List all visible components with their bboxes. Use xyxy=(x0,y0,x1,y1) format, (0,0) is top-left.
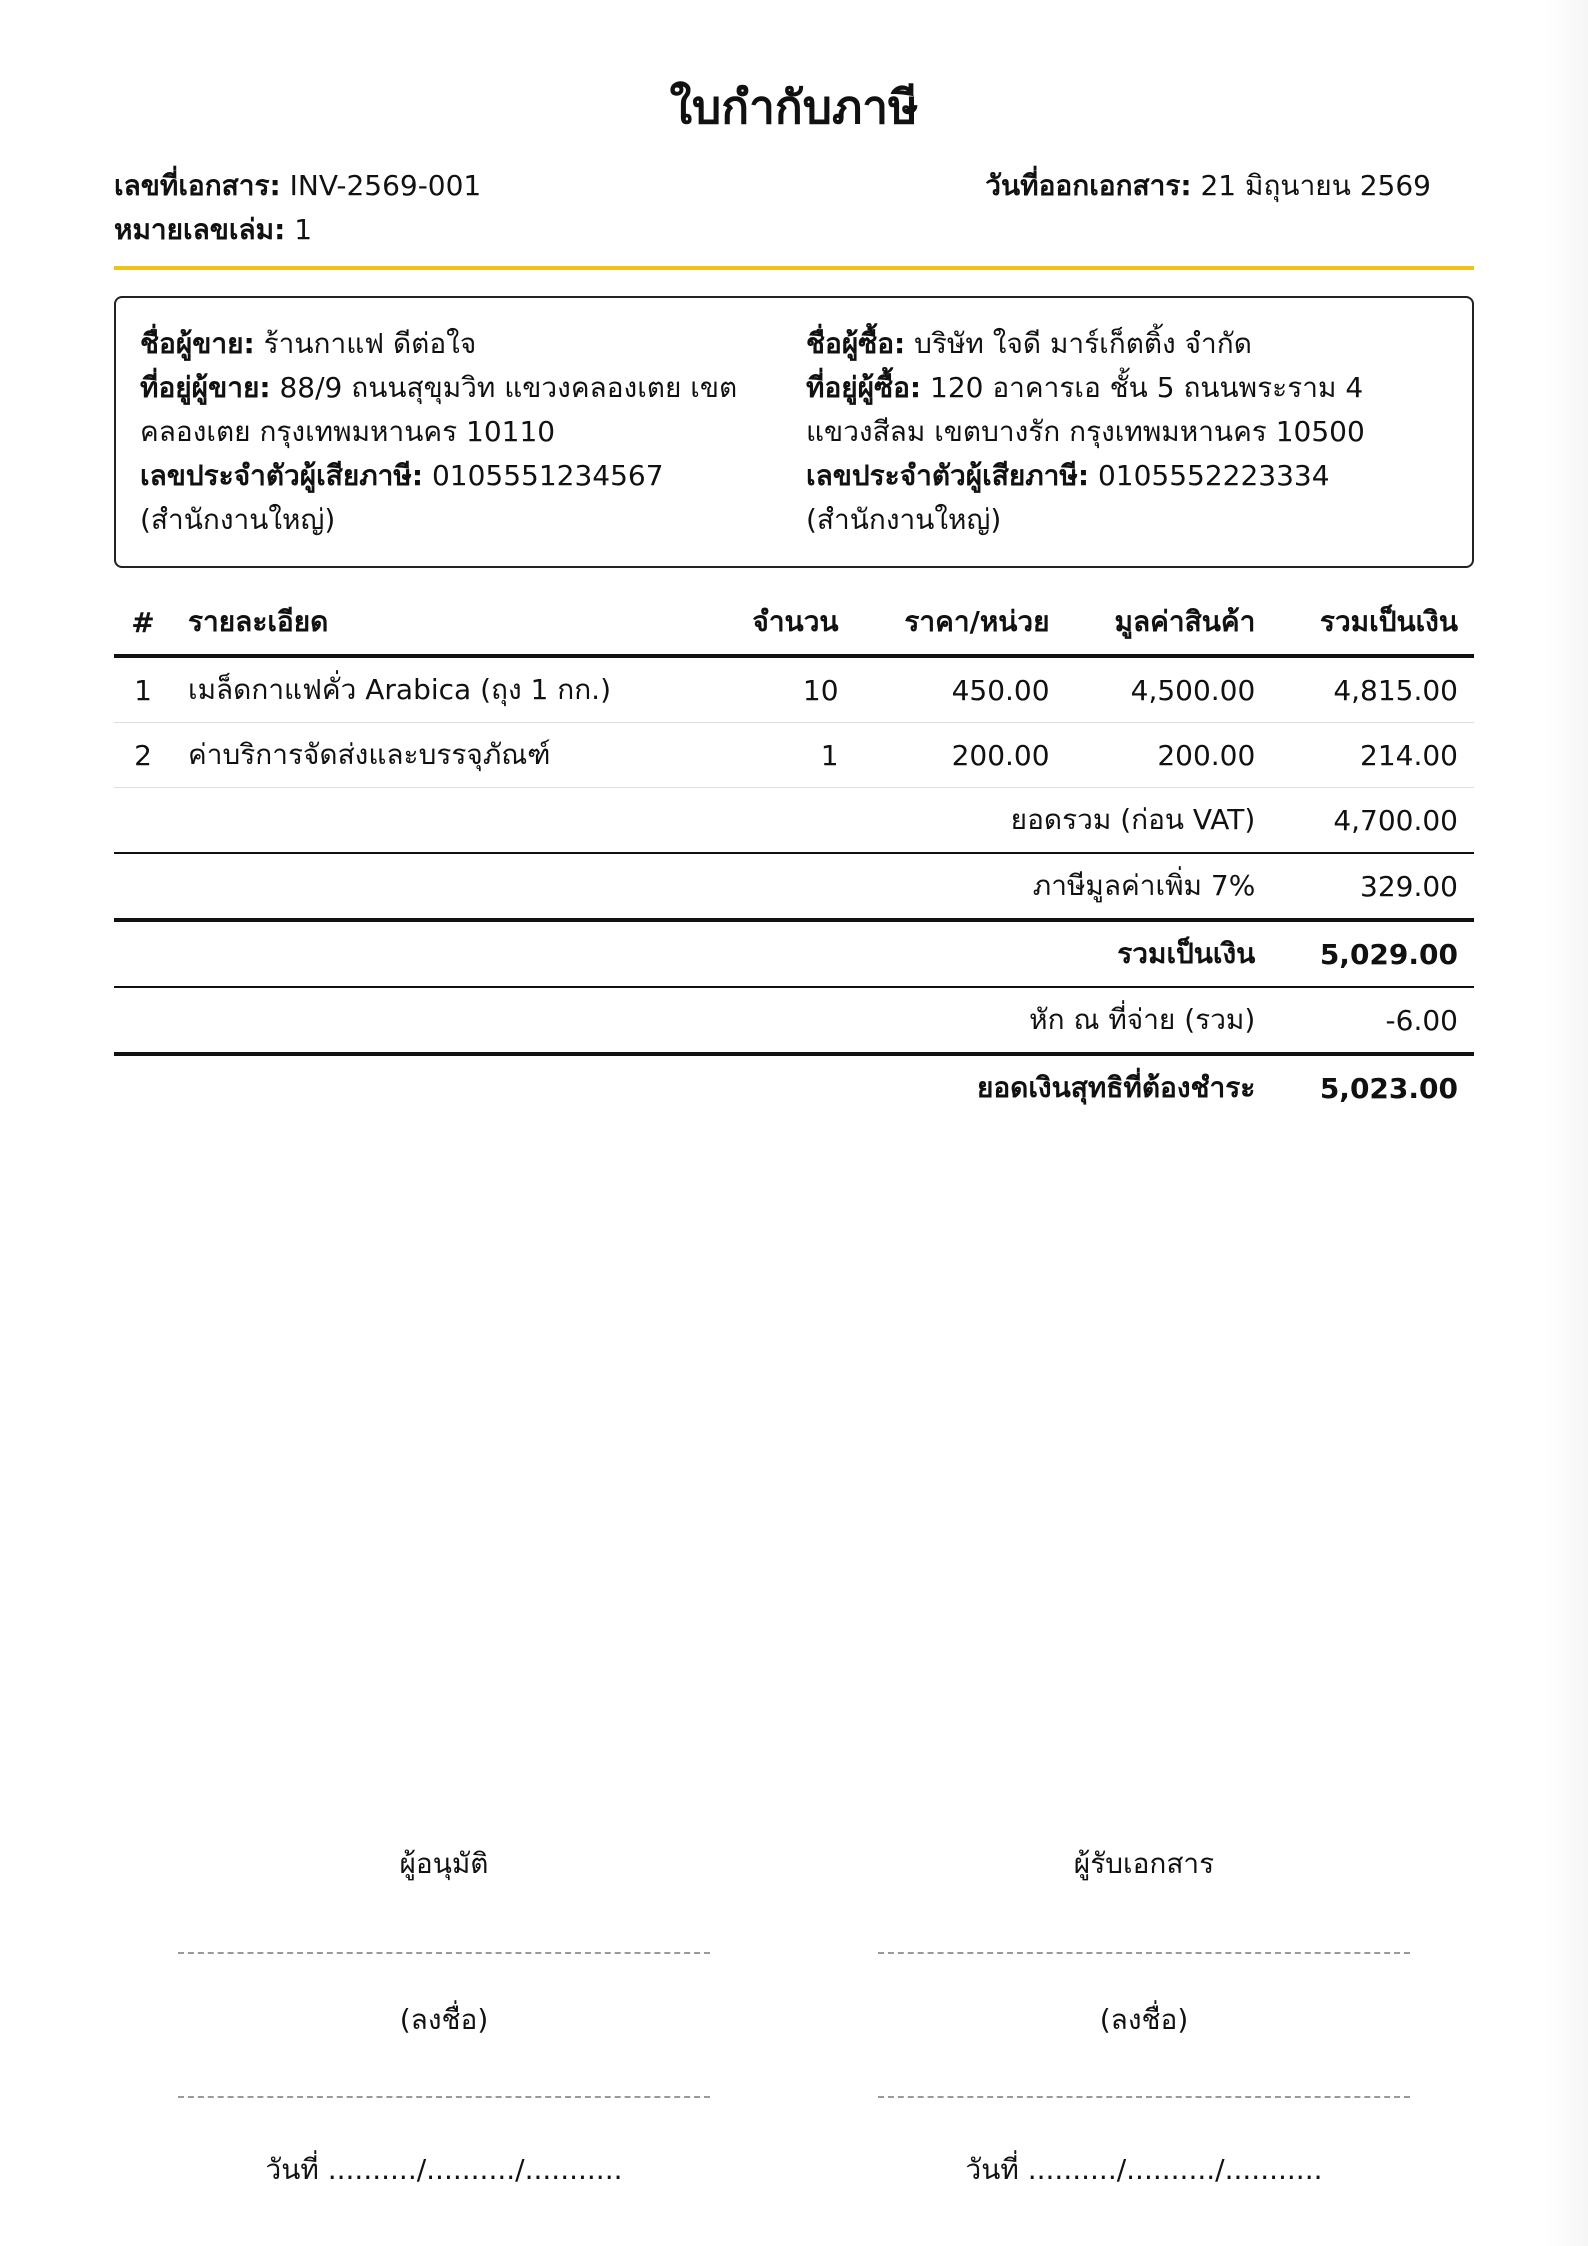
row-description: เมล็ดกาแฟคั่ว Arabica (ถุง 1 กก.) xyxy=(172,656,714,723)
subtotal-row xyxy=(114,788,1474,854)
buyer-address-label: ที่อยู่ผู้ซื้อ: xyxy=(806,371,922,404)
row-value: 200.00 xyxy=(1066,723,1272,788)
column-header-unit-price: ราคา/หน่วย xyxy=(855,590,1066,656)
receiver-role: ผู้รับเอกสาร xyxy=(1073,1847,1215,1880)
seller-taxid-value: 0105551234567 (สำนักงานใหญ่) xyxy=(140,459,664,536)
table-row xyxy=(114,723,1474,788)
buyer-name-value: บริษัท ใจดี มาร์เก็ตติ้ง จำกัด xyxy=(914,327,1252,360)
column-header-number: # xyxy=(114,590,172,656)
line-items-table xyxy=(114,590,1474,1120)
signature-line xyxy=(878,1952,1410,1954)
row-number: 1 xyxy=(114,656,172,723)
issue-date-label: วันที่ออกเอกสาร: xyxy=(985,169,1192,202)
issue-date xyxy=(985,164,1431,208)
book-number xyxy=(114,208,481,252)
document-number-value: INV-2569-001 xyxy=(289,169,482,202)
buyer-taxid-label: เลขประจำตัวผู้เสียภาษี: xyxy=(806,459,1090,492)
subtotal-value: 4,700.00 xyxy=(1271,788,1474,854)
table-header-row xyxy=(114,590,1474,656)
document-number xyxy=(114,164,481,208)
row-quantity: 1 xyxy=(714,723,855,788)
seller-taxid-label: เลขประจำตัวผู้เสียภาษี: xyxy=(140,459,424,492)
name-line xyxy=(878,2096,1410,2098)
total-label: รวมเป็นเงิน xyxy=(114,920,1271,987)
column-header-amount: รวมเป็นเงิน xyxy=(1271,590,1474,656)
row-unit-price: 450.00 xyxy=(855,656,1066,723)
row-amount: 4,815.00 xyxy=(1271,656,1474,723)
buyer-info xyxy=(806,322,1426,542)
total-value: 5,029.00 xyxy=(1271,920,1474,987)
seller-info xyxy=(140,322,760,542)
withholding-label: หัก ณ ที่จ่าย (รวม) xyxy=(114,987,1271,1054)
seller-taxid xyxy=(140,454,760,542)
seller-name-label: ชื่อผู้ขาย: xyxy=(140,327,255,360)
seller-name-value: ร้านกาแฟ ดีต่อใจ xyxy=(263,327,477,360)
withholding-value: -6.00 xyxy=(1271,987,1474,1054)
party-info-box xyxy=(114,296,1474,568)
buyer-address xyxy=(806,366,1426,454)
net-total-value: 5,023.00 xyxy=(1319,1071,1458,1105)
net-total-label: ยอดเงินสุทธิที่ต้องชำระ xyxy=(976,1071,1256,1104)
name-line xyxy=(178,2096,710,2098)
seller-address xyxy=(140,366,760,454)
column-header-value: มูลค่าสินค้า xyxy=(1066,590,1272,656)
buyer-taxid xyxy=(806,454,1426,542)
row-description: ค่าบริการจัดส่งและบรรจุภัณฑ์ xyxy=(172,723,714,788)
vat-row xyxy=(114,853,1474,920)
row-number: 2 xyxy=(114,723,172,788)
seller-name xyxy=(140,322,760,366)
column-header-description: รายละเอียด xyxy=(172,590,714,656)
document-meta-left xyxy=(114,164,481,252)
vat-value: 329.00 xyxy=(1271,853,1474,920)
book-number-label: หมายเลขเล่ม: xyxy=(114,213,286,246)
net-total-row xyxy=(114,1054,1474,1120)
signature-line xyxy=(178,1952,710,1954)
issue-date-value: 21 มิถุนายน 2569 xyxy=(1200,169,1431,202)
header-divider xyxy=(114,266,1474,270)
row-unit-price: 200.00 xyxy=(855,723,1066,788)
total-row xyxy=(114,920,1474,987)
document-number-label: เลขที่เอกสาร: xyxy=(114,169,281,202)
sign-caption: (ลงชื่อ) xyxy=(399,2003,489,2036)
sign-caption: (ลงชื่อ) xyxy=(1099,2003,1189,2036)
withholding-row xyxy=(114,987,1474,1054)
approver-signature-block xyxy=(178,1836,710,2192)
buyer-taxid-value: 0105552223334 (สำนักงานใหญ่) xyxy=(806,459,1330,536)
seller-address-value: 88/9 ถนนสุขุมวิท แขวงคลองเตย เขตคลองเตย กรุงเทพมหานคร 10110 xyxy=(140,371,738,448)
sign-date: วันที่ ........../........../........... xyxy=(265,2153,623,2186)
document-meta-right xyxy=(985,164,1431,208)
seller-address-label: ที่อยู่ผู้ขาย: xyxy=(140,371,271,404)
row-value: 4,500.00 xyxy=(1066,656,1272,723)
vat-label: ภาษีมูลค่าเพิ่ม 7% xyxy=(114,853,1271,920)
document-title: ใบกำกับภาษี xyxy=(669,80,919,134)
approver-role: ผู้อนุมัติ xyxy=(399,1847,489,1880)
column-header-quantity: จำนวน xyxy=(714,590,855,656)
buyer-name-label: ชื่อผู้ซื้อ: xyxy=(806,327,906,360)
book-number-value: 1 xyxy=(294,213,313,246)
buyer-name xyxy=(806,322,1426,366)
subtotal-label: ยอดรวม (ก่อน VAT) xyxy=(114,788,1271,854)
receiver-signature-block xyxy=(878,1836,1410,2192)
table-row xyxy=(114,656,1474,723)
sign-date: วันที่ ........../........../........... xyxy=(965,2153,1323,2186)
row-quantity: 10 xyxy=(714,656,855,723)
row-amount: 214.00 xyxy=(1271,723,1474,788)
buyer-address-value: 120 อาคารเอ ชั้น 5 ถนนพระราม 4 แขวงสีลม เขตบางรัก กรุงเทพมหานคร 10500 xyxy=(806,371,1365,448)
